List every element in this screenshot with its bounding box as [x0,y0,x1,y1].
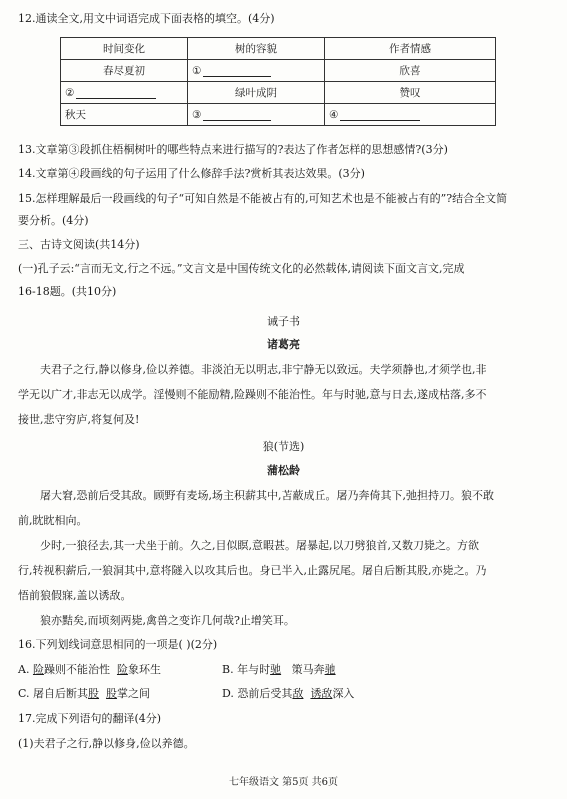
passage-line: 夫君子之行,静以修身,俭以养德。非淡泊无以明志,非宁静无以致远。夫学须静也,才须学也,非 [40,363,487,376]
part-intro-line: (一)孔子云:“言而无文,行之不远。”文言文是中国传统文化的必然载体,请阅读下面文言文,完成 [18,262,465,275]
table-cell: 秋天 [61,104,188,126]
table-row [61,82,496,104]
passage-line: 狼亦黠矣,而顷刻两毙,禽兽之变诈几何哉?止增笑耳。 [40,614,295,627]
passage-line: 行,转视积薪后,一狼洞其中,意将隧入以攻其后也。身已半入,止露尻尾。屠自后断其股,亦毙之。乃 [18,564,487,577]
fill-table [60,37,496,126]
option-d[interactable]: D. 恐前后受其敌 诱敌深入 [222,687,355,700]
question-15-line: 要分析。(4分) [18,214,89,227]
option-a[interactable]: A. 险躁则不能治性 险象环生 [18,663,161,676]
question-17: 17.完成下列语句的翻译(4分) [18,712,162,725]
passage-line: 少时,一狼径去,其一犬坐于前。久之,目似瞑,意暇甚。屠暴起,以刀劈狼首,又数刀毙之。方欲 [40,539,479,552]
text-title: 诫子书 [267,315,300,328]
question-17-item: (1)夫君子之行,静以修身,俭以养德。 [18,737,195,750]
table-cell[interactable]: ③ [188,104,325,126]
answer-blank [203,66,271,77]
table-cell[interactable]: ④ [325,104,496,126]
table-cell: 春尽夏初 [61,60,188,82]
table-cell: 绿叶成阴 [188,82,325,104]
passage-line: 悟前狼假寐,盖以诱敌。 [18,589,132,602]
option-c[interactable]: C. 屠自后断其股 股掌之间 [18,687,151,700]
question-15-line: 15.怎样理解最后一段画线的句子“可知自然是不能被占有的,可知艺术也是不能被占有的”?结合全文简 [18,192,508,205]
answer-blank [340,110,420,121]
question-14: 14.文章第④段画线的句子运用了什么修辞手法?赏析其表达效果。(3分) [18,167,365,180]
question-13: 13.文章第③段抓住梧桐树叶的哪些特点来进行描写的?表达了作者怎样的思想感情?(3分) [18,143,448,156]
text-author: 蒲松龄 [267,464,300,477]
text-author: 诸葛亮 [267,338,300,351]
part-intro-line: 16-18题。(共10分) [18,285,117,298]
question-16: 16.下列划线词意思相同的一项是( )(2分) [18,638,218,651]
table-cell[interactable]: ② [61,82,188,104]
page-footer: 七年级语文 第5页 共6页 [228,777,339,788]
text-title: 狼(节选) [262,440,305,453]
passage-line: 学无以广才,非志无以成学。淫慢则不能励精,险躁则不能治性。年与时驰,意与日去,遂成枯落,多不 [18,388,487,401]
table-cell[interactable]: ① [188,60,325,82]
table-header-cell: 时间变化 [61,38,188,60]
question-12: 12.通读全文,用文中词语完成下面表格的填空。(4分) [18,12,275,25]
option-b[interactable]: B. 年与时驰 策马奔驰 [222,663,336,676]
table-row [61,104,496,126]
section-heading: 三、古诗文阅读(共14分) [18,238,140,251]
passage-line: 前,眈眈相向。 [18,514,88,527]
passage-line: 接世,悲守穷庐,将复何及! [18,413,140,426]
answer-blank [76,88,156,99]
passage-line: 屠大窘,恐前后受其敌。顾野有麦场,场主积薪其中,苫蔽成丘。屠乃奔倚其下,弛担持刀。狼不敢 [40,489,494,502]
table-header-row [61,38,496,60]
answer-blank [203,110,271,121]
table-cell: 赞叹 [325,82,496,104]
table-header-cell: 树的容貌 [188,38,325,60]
table-row [61,60,496,82]
table-header-cell: 作者情感 [325,38,496,60]
table-cell: 欣喜 [325,60,496,82]
